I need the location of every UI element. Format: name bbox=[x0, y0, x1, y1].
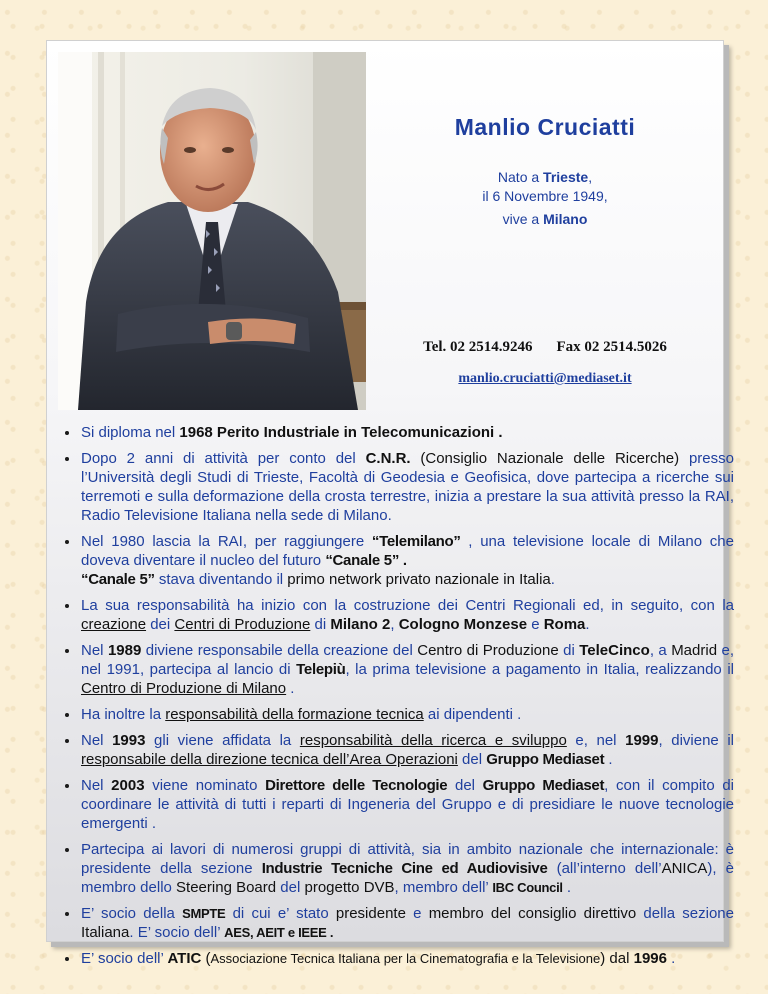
portrait-photo bbox=[58, 52, 366, 410]
bio-item-telemilano: • Nel 1980 lascia la RAI, per raggiungere “Telemilano” , una televisione locale di Milano che doveva diventare il nucleo del futuro “Canale 5” . “Canale 5” stava diventando il primo network privato nazionale in Italia. bbox=[80, 532, 734, 589]
person-name: Manlio Cruciatti bbox=[454, 114, 636, 140]
email-link[interactable]: manlio.cruciatti@mediaset.it bbox=[458, 371, 632, 386]
contact-phones bbox=[380, 339, 710, 356]
bio-item-atic: • E’ socio dell’ ATIC (Associazione Tecnica Italiana per la Cinematografia e la Televisione) dal 1996 . bbox=[80, 949, 734, 968]
birth-info bbox=[380, 168, 710, 229]
residence-line: vive a Milano bbox=[502, 211, 588, 227]
biography-list bbox=[56, 423, 734, 975]
bio-item-cnr: • Dopo 2 anni di attività per conto del C.N.R. (Consiglio Nazionale delle Ricerche) presso l’Università degli Studi di Trieste, Facoltà di Geodesia e Geofisica, dove partecipa a ricerche sui terremoti e sulla deformazione della crosta terrestre, inizia a prestare la sua attività presso la RAI, Radio Televisione Italiana nella sede di Milano. bbox=[80, 449, 734, 525]
telephone: Tel. 02 2514.9246 bbox=[423, 339, 533, 355]
bio-item-direttore-tecnologie: • Nel 2003 viene nominato Direttore delle Tecnologie del Gruppo Mediaset, con il compito di coordinare le attività di tutti i reparti di Ingeneria del Gruppo e di presidiare le nuove tecnologie emergenti . bbox=[80, 776, 734, 833]
portrait-illustration bbox=[58, 52, 366, 410]
bio-item-centri-produzione: • La sua responsabilità ha inizio con la costruzione dei Centri Regionali ed, in seguito, con la creazione dei Centri di Produzione di Milano 2, Cologno Monzese e Roma. bbox=[80, 596, 734, 634]
bio-item-telecinco: • Nel 1989 diviene responsabile della creazione del Centro di Produzione di TeleCinco, a Madrid e, nel 1991, partecipa al lancio di Telepiù, la prima televisione a pagamento in Italia, realizzando il Centro di Produzione di Milano . bbox=[80, 641, 734, 698]
bio-item-formazione: • Ha inoltre la responsabilità della formazione tecnica ai dipendenti . bbox=[80, 705, 734, 724]
bio-item-gruppi-attivita: • Partecipa ai lavori di numerosi gruppi di attività, sia in ambito nazionale che internazionale: è presidente della sezione Industrie Tecniche Cine ed Audiovisive (all’interno dell’ANICA), è membro dello Steering Board del progetto DVB, membro dell’ IBC Council . bbox=[80, 840, 734, 897]
birth-date-line: il 6 Novembre 1949, bbox=[482, 188, 608, 204]
fax-number: Fax 02 2514.5026 bbox=[556, 339, 667, 355]
bio-item-smpte: • E’ socio della SMPTE di cui e’ stato presidente e membro del consiglio direttivo della sezione Italiana. E’ socio dell’ AES, AEIT e IEEE . bbox=[80, 904, 734, 942]
bio-item-ricerca-sviluppo: • Nel 1993 gli viene affidata la responsabilità della ricerca e sviluppo e, nel 1999, diviene il responsabile della direzione tecnica dell’Area Operazioni del Gruppo Mediaset . bbox=[80, 731, 734, 769]
birth-place-line: Nato a Trieste, bbox=[497, 169, 593, 185]
bio-item-diploma: • Si diploma nel 1968 Perito Industriale in Telecomunicazioni . bbox=[80, 423, 734, 442]
